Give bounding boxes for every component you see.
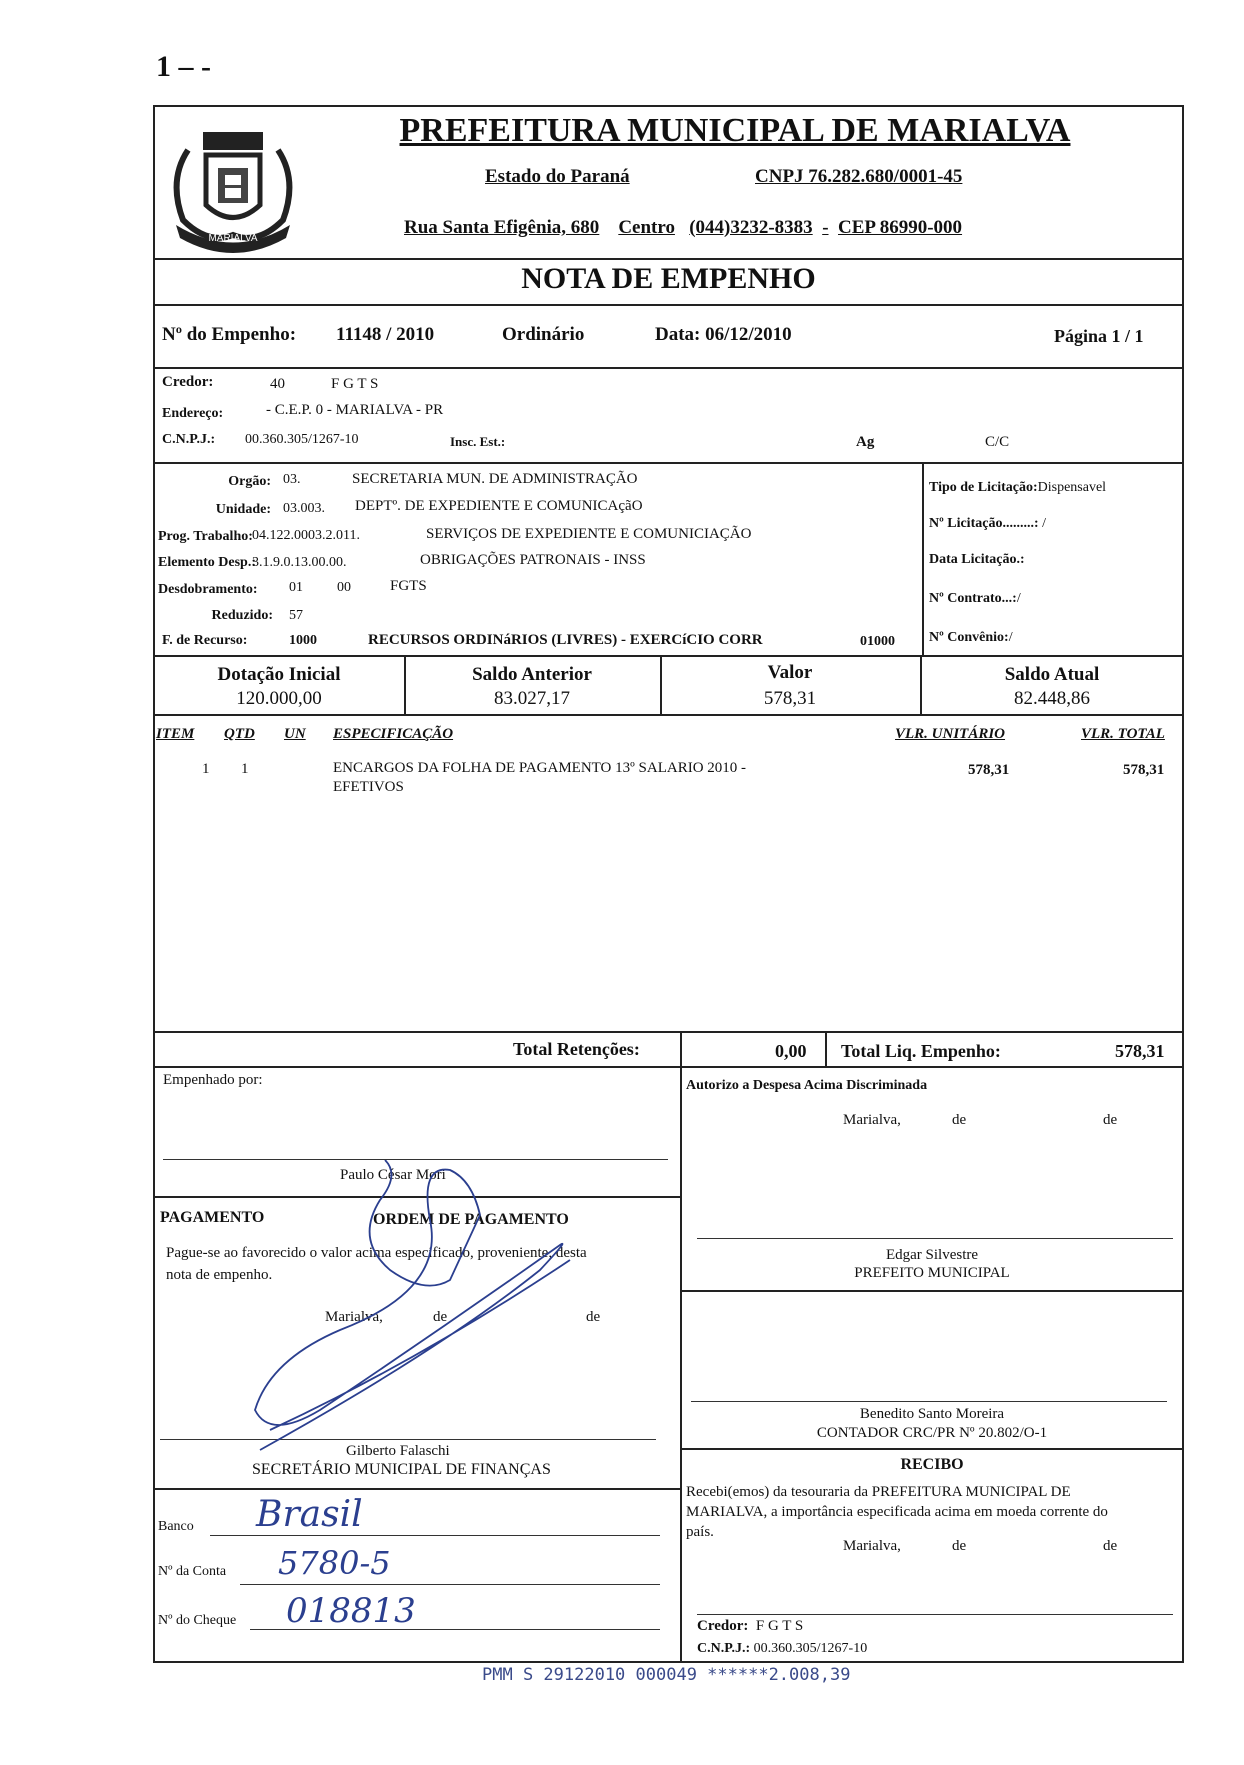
recibo-text-line1: Recebi(emos) da tesouraria da PREFEITURA MUNICIPAL DE xyxy=(686,1484,1071,1500)
orgao-code: 03. xyxy=(283,472,301,487)
signature-line xyxy=(697,1614,1173,1615)
elemento-code: 3.1.9.0.13.00.00. xyxy=(252,555,347,570)
item-unit-value: 578,31 xyxy=(968,762,1010,778)
saldo-atual-label: Saldo Atual xyxy=(1004,664,1100,685)
orgao-label: Orgão: xyxy=(228,474,271,489)
divider xyxy=(153,258,1184,260)
autorizo-de2: de xyxy=(1103,1112,1118,1128)
elemento-label: Elemento Desp.: xyxy=(158,555,256,570)
col-un-header: UN xyxy=(284,726,306,742)
orgao-name: SECRETARIA MUN. DE ADMINISTRAÇÃO xyxy=(352,471,638,487)
empenhado-signer: Paulo César Mori xyxy=(340,1167,446,1183)
dotacao-value: 120.000,00 xyxy=(236,688,322,709)
conta-line xyxy=(240,1584,660,1585)
recibo-credor-value: F G T S xyxy=(755,1618,804,1634)
divider xyxy=(153,1031,1184,1033)
saldo-atual-value: 82.448,86 xyxy=(1014,688,1090,709)
cc-label: C/C xyxy=(985,434,1010,450)
item-spec-line1: ENCARGOS DA FOLHA DE PAGAMENTO 13º SALARIO 2010 - xyxy=(333,760,747,776)
recibo-de1: de xyxy=(952,1538,967,1554)
conta-value: 5780-5 xyxy=(278,1544,391,1582)
separator-text: - xyxy=(822,217,829,238)
unidade-label: Unidade: xyxy=(215,502,271,517)
reduzido-label: Reduzido: xyxy=(211,608,273,623)
pagamento-label: PAGAMENTO xyxy=(160,1209,265,1226)
banco-line xyxy=(210,1535,660,1536)
data-licitacao-label: Data Licitação.: xyxy=(929,552,1025,567)
prog-trabalho-name: SERVIÇOS DE EXPEDIENTE E COMUNICIAÇÃO xyxy=(426,526,752,542)
municipal-crest-icon xyxy=(158,110,308,255)
total-retencoes-label: Total Retenções: xyxy=(513,1039,640,1059)
divider xyxy=(680,1066,682,1663)
district-name: Centro xyxy=(618,217,675,238)
unidade-name: DEPTº. DE EXPEDIENTE E COMUNICAçãO xyxy=(355,498,643,514)
recibo-cnpj-value: 00.360.305/1267-10 xyxy=(753,1641,868,1656)
contador-name: Benedito Santo Moreira xyxy=(859,1406,1005,1422)
credor-cnpj: 00.360.305/1267-10 xyxy=(245,432,359,447)
valor-value: 578,31 xyxy=(763,688,817,709)
empenho-number-label: Nº do Empenho: xyxy=(162,324,297,345)
autorizo-de1: de xyxy=(952,1112,967,1128)
numero-convenio: Nº Convênio:/ xyxy=(929,630,1013,645)
secretario-name: Gilberto Falaschi xyxy=(346,1443,450,1459)
numero-contrato: Nº Contrato...:/ xyxy=(929,591,1021,606)
divider xyxy=(680,1448,1184,1450)
pagamento-de1: de xyxy=(433,1309,448,1325)
cheque-label: Nº do Cheque xyxy=(158,1613,237,1628)
fonte-recurso-name: RECURSOS ORDINáRIOS (LIVRES) - EXERCíCIO CORR xyxy=(368,632,763,648)
cnpj-label: C.N.P.J.: xyxy=(162,432,216,447)
page-number: Página 1 / 1 xyxy=(1054,326,1144,346)
credor-label: Credor: xyxy=(162,374,214,390)
recibo-title: RECIBO xyxy=(900,1456,964,1473)
divider xyxy=(922,462,924,657)
col-total-header: VLR. TOTAL xyxy=(1081,726,1165,742)
unidade-code: 03.003. xyxy=(283,501,325,516)
handwritten-signature-icon xyxy=(240,1160,660,1470)
recibo-text-line3: país. xyxy=(686,1524,714,1540)
ordem-pagamento-label: ORDEM DE PAGAMENTO xyxy=(373,1211,569,1228)
item-total-value: 578,31 xyxy=(1123,762,1165,778)
valor-label: Valor xyxy=(767,662,813,683)
credor-name: F G T S xyxy=(331,376,379,392)
state-name: Estado do Paraná xyxy=(485,166,630,187)
secretario-role: SECRETÁRIO MUNICIPAL DE FINANÇAS xyxy=(252,1461,551,1478)
contador-role: CONTADOR CRC/PR Nº 20.802/O-1 xyxy=(816,1425,1048,1441)
saldo-anterior-value: 83.027,17 xyxy=(494,688,570,709)
divider xyxy=(153,714,1184,716)
pagamento-city: Marialva, xyxy=(325,1309,383,1325)
recibo-credor-label: Credor: xyxy=(697,1618,749,1634)
recibo-city: Marialva, xyxy=(843,1538,901,1554)
divider xyxy=(153,1488,682,1490)
total-liquido-label: Total Liq. Empenho: xyxy=(841,1041,1001,1061)
recibo-credor xyxy=(697,1618,803,1635)
address-label: Endereço: xyxy=(162,406,224,421)
empenho-number: 11148 / 2010 xyxy=(336,324,435,345)
reduzido-value: 57 xyxy=(289,608,303,623)
prog-trabalho-code: 04.122.0003.2.011. xyxy=(252,528,360,543)
cnpj-header: CNPJ 76.282.680/0001-45 xyxy=(755,166,963,187)
col-item-header: ITEM xyxy=(156,726,195,742)
item-spec-line2: EFETIVOS xyxy=(333,779,404,795)
cheque-value: 018813 xyxy=(286,1591,416,1631)
saldo-anterior-label: Saldo Anterior xyxy=(472,664,592,685)
autorizo-city: Marialva, xyxy=(843,1112,901,1128)
credor-address: - C.E.P. 0 - MARIALVA - PR xyxy=(266,402,444,418)
fonte-recurso-label: F. de Recurso: xyxy=(162,633,248,648)
recibo-de2: de xyxy=(1103,1538,1118,1554)
total-retencoes-value: 0,00 xyxy=(775,1041,807,1061)
divider xyxy=(680,1031,682,1067)
bank-stamp: PMM S 29122010 000049 ******2.008,39 xyxy=(482,1665,851,1685)
banco-value: Brasil xyxy=(256,1494,363,1535)
signature-line xyxy=(697,1238,1173,1239)
numero-licitacao: Nº Licitação.........: / xyxy=(929,516,1046,531)
autorizo-label: Autorizo a Despesa Acima Discriminada xyxy=(686,1078,928,1093)
signature-line xyxy=(691,1401,1167,1402)
divider xyxy=(153,655,1184,657)
divider xyxy=(153,367,1184,369)
svg-text:MARIALVA: MARIALVA xyxy=(208,233,258,244)
divider xyxy=(825,1031,827,1067)
desdobramento-code1: 01 xyxy=(289,580,303,595)
item-number: 1 xyxy=(202,761,210,777)
phone-number: (044)3232-8383 xyxy=(689,217,813,238)
desdobramento-label: Desdobramento: xyxy=(158,582,258,597)
banco-label: Banco xyxy=(158,1519,194,1534)
pagamento-de2: de xyxy=(586,1309,601,1325)
document-title: NOTA DE EMPENHO xyxy=(521,262,816,295)
scan-mark: 1 – - xyxy=(156,50,211,83)
street-address: Rua Santa Efigênia, 680 xyxy=(404,217,600,238)
cep-code: CEP 86990-000 xyxy=(838,217,963,238)
divider xyxy=(680,1290,1184,1292)
empenhado-label: Empenhado por: xyxy=(163,1072,263,1088)
elemento-name: OBRIGAÇÕES PATRONAIS - INSS xyxy=(420,552,646,568)
dotacao-label: Dotação Inicial xyxy=(217,664,341,685)
col-spec-header: ESPECIFICAÇÃO xyxy=(333,726,454,742)
col-unit-header: VLR. UNITÁRIO xyxy=(895,726,1006,742)
fonte-recurso-code: 1000 xyxy=(289,633,317,648)
prefeito-name: Edgar Silvestre xyxy=(885,1247,979,1263)
municipality-title: PREFEITURA MUNICIPAL DE MARIALVA xyxy=(399,112,1071,149)
empenho-type: Ordinário xyxy=(502,324,585,345)
insc-est-label: Insc. Est.: xyxy=(450,434,506,449)
item-qtd: 1 xyxy=(241,761,249,777)
prefeito-role: PREFEITO MUNICIPAL xyxy=(854,1265,1010,1281)
recibo-cnpj xyxy=(697,1641,867,1657)
desdobramento-name: FGTS xyxy=(390,578,427,594)
divider xyxy=(153,1066,1184,1068)
fonte-recurso-code2: 01000 xyxy=(860,634,895,649)
recibo-cnpj-label: C.N.P.J.: xyxy=(697,1641,751,1656)
divider xyxy=(153,304,1184,306)
credor-code: 40 xyxy=(270,376,285,392)
ag-label: Ag xyxy=(856,434,875,450)
pagamento-text-line1: Pague-se ao favorecido o valor acima especificado, proveniente, desta xyxy=(166,1245,587,1261)
prog-trabalho-label: Prog. Trabalho: xyxy=(158,529,253,544)
recibo-text-line2: MARIALVA, a importância especificada acima em moeda corrente do xyxy=(686,1504,1108,1520)
tipo-licitacao: Tipo de Licitação:Dispensavel xyxy=(929,480,1107,495)
col-qtd-header: QTD xyxy=(224,726,255,742)
pagamento-text-line2: nota de empenho. xyxy=(166,1267,273,1283)
divider xyxy=(153,462,1184,464)
empenho-date: Data: 06/12/2010 xyxy=(655,324,792,345)
address-line xyxy=(404,217,962,239)
conta-label: Nº da Conta xyxy=(158,1564,227,1579)
total-liquido-value: 578,31 xyxy=(1115,1041,1165,1061)
desdobramento-code2: 00 xyxy=(337,580,351,595)
